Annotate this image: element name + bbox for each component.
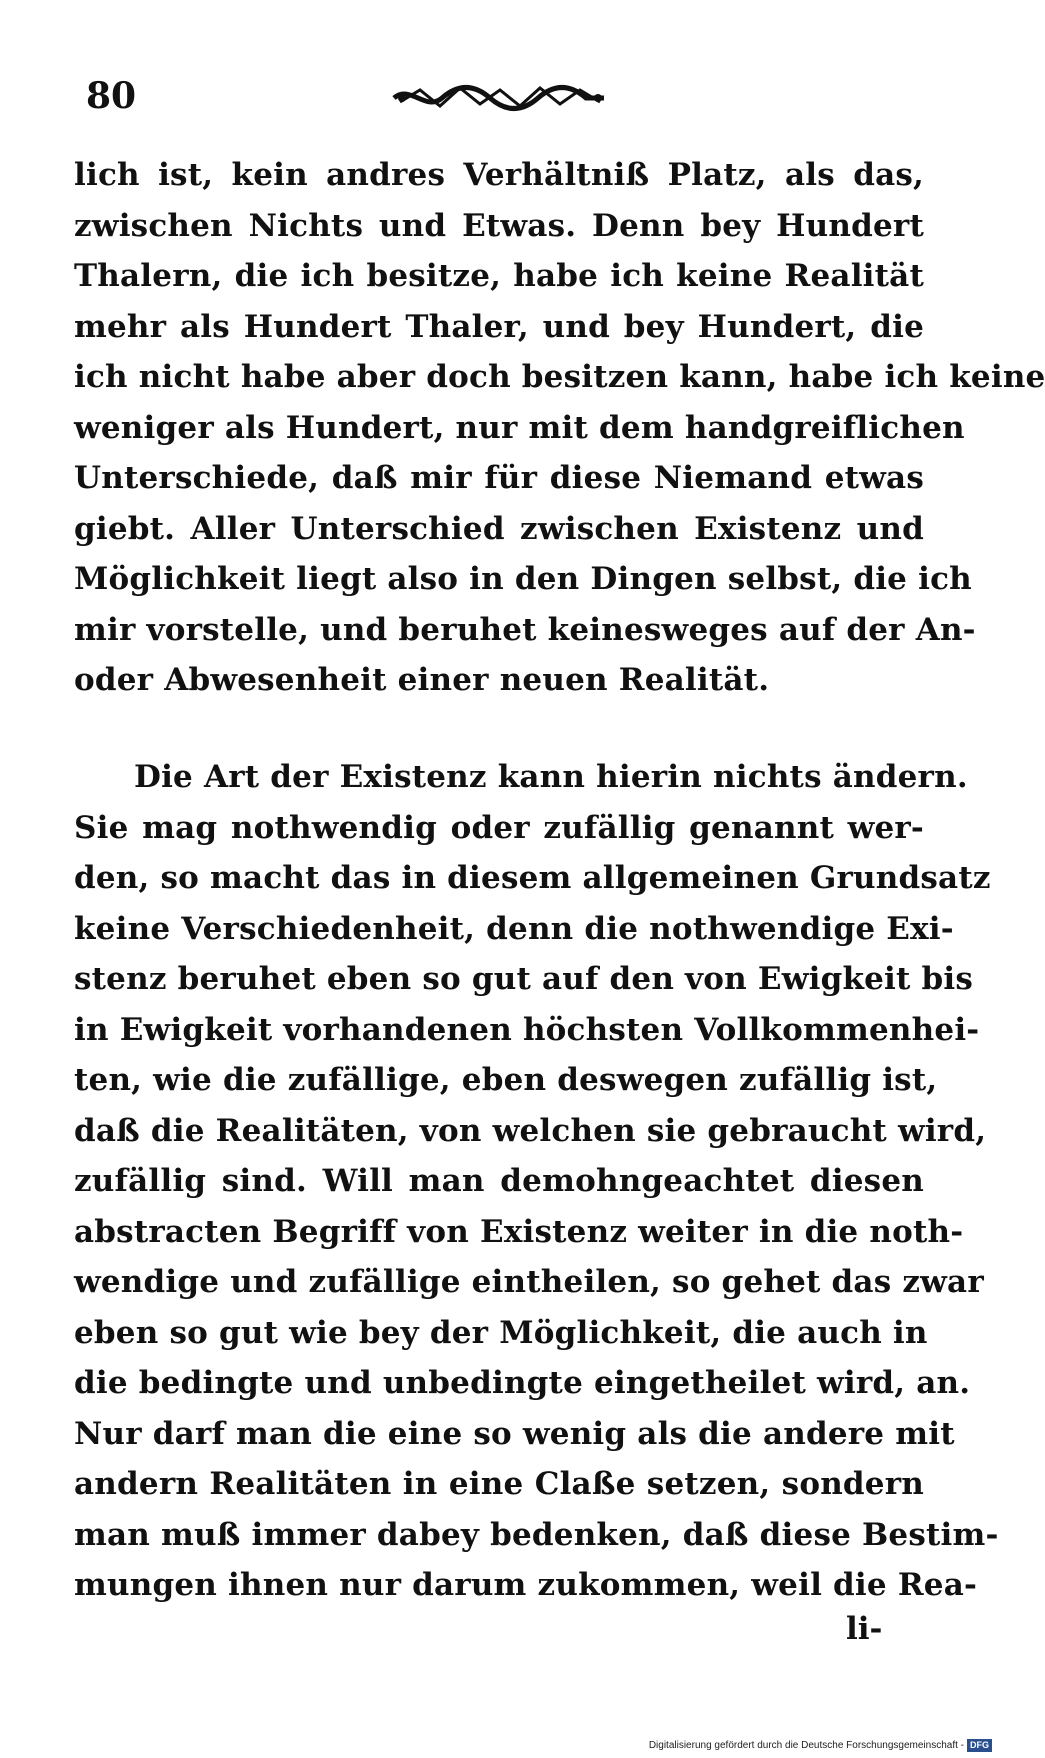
text-line: in Ewigkeit vorhandenen höchsten Vollkommenhei- <box>74 1011 980 1048</box>
text-line: Thalern, die ich besitze, habe ich keine Realität <box>74 258 924 294</box>
text-line: Möglichkeit liegt also in den Dingen selbst, die ich <box>74 561 972 597</box>
text-line: oder Abwesenheit einer neuen Realität. <box>74 662 770 698</box>
text-line: ich nicht habe aber doch besitzen kann, habe ich keine <box>74 359 1045 395</box>
text-line: keine Verschiedenheit, denn die nothwendige Exi- <box>74 910 954 947</box>
text-line: stenz beruhet eben so gut auf den von Ewigkeit bis <box>74 961 974 997</box>
dfg-badge: DFG <box>967 1739 992 1752</box>
text-line: weniger als Hundert, nur mit dem handgreiflichen <box>74 409 965 446</box>
text-line: Unterschiede, daß mir für diese Niemand etwas <box>74 460 924 496</box>
text-line: mir vorstelle, und beruhet keinesweges auf der An- <box>74 611 976 648</box>
text-line: man muß immer dabey bedenken, daß diese Bestim- <box>74 1516 999 1553</box>
catchword: li- <box>846 1611 883 1647</box>
text-line: Die Art der Existenz kann hierin nichts ändern. <box>134 759 968 795</box>
paragraph-1 <box>74 150 1045 706</box>
text-line: daß die Realitäten, von welchen sie gebraucht wird, <box>74 1112 987 1149</box>
text-line: wendige und zufällige eintheilen, so gehet das zwar <box>74 1264 984 1300</box>
text-line: abstracten Begriff von Existenz weiter in die noth- <box>74 1213 964 1250</box>
credit-text: Digitalisierung gefördert durch die Deutsche Forschungsgemeinschaft - <box>648 1740 964 1751</box>
text-line: giebt. Aller Unterschied zwischen Existenz und <box>74 510 924 547</box>
text-line: Nur darf man die eine so wenig als die andere mit <box>74 1415 955 1452</box>
ornament-vignette-icon <box>390 80 610 116</box>
text-line: ten, wie die zufällige, eben deswegen zufällig ist, <box>74 1062 938 1098</box>
text-line: mungen ihnen nur darum zukommen, weil die Rea- <box>74 1567 978 1603</box>
paragraph-2 <box>74 752 999 1611</box>
text-line: lich ist, kein andres Verhältniß Platz, als das, <box>74 157 924 193</box>
text-line: die bedingte und unbedingte eingetheilet wird, an. <box>74 1365 971 1401</box>
text-line: zwischen Nichts und Etwas. Denn bey Hundert <box>74 207 924 244</box>
text-line: andern Realitäten in eine Claße setzen, sondern <box>74 1466 924 1502</box>
text-line: mehr als Hundert Thaler, und bey Hundert, die <box>74 308 924 345</box>
text-line: eben so gut wie bey der Möglichkeit, die auch in <box>74 1314 928 1351</box>
page-number: 80 <box>86 75 137 117</box>
digitization-credit <box>649 1739 992 1752</box>
text-line: zufällig sind. Will man demohngeachtet diesen <box>74 1163 924 1199</box>
text-line: Sie mag nothwendig oder zufällig genannt wer- <box>74 809 924 846</box>
text-line: den, so macht das in diesem allgemeinen Grundsatz <box>74 860 991 896</box>
